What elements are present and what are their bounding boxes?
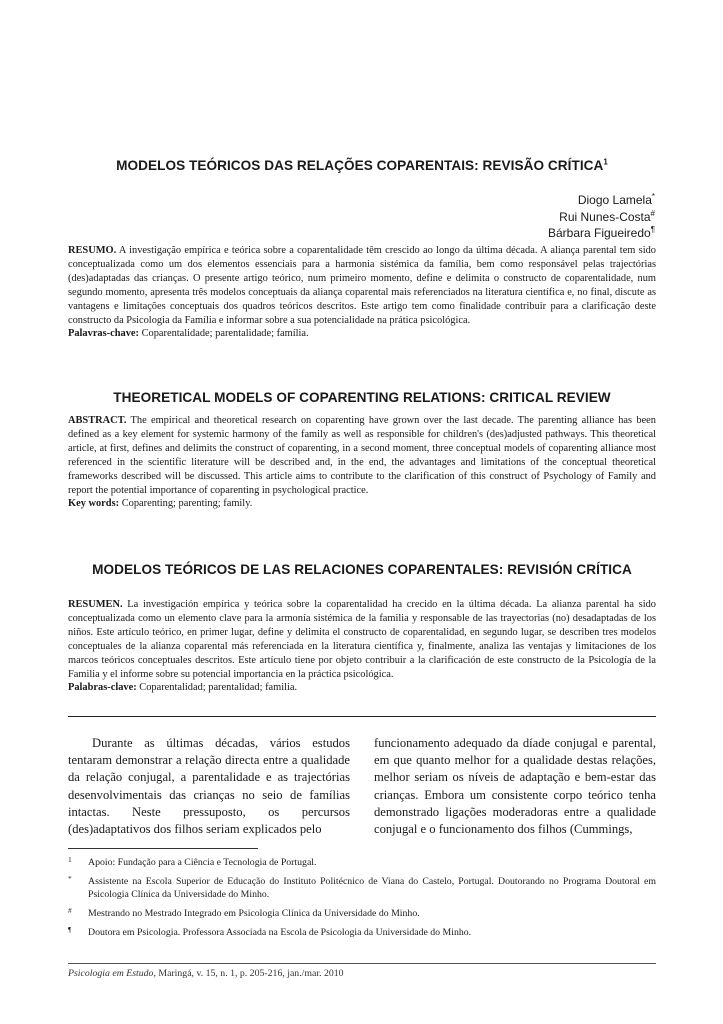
abstract-es-label: RESUMEN. [68, 599, 123, 610]
abstract-en [68, 414, 656, 511]
abstract-es-body: RESUMEN. La investigación empírica y teórica sobre la coparentalidad ha crecido en la última década. La alianza parental ha sido conceptualizada como un elemento clave para la armonía sistémica de la familia y responsable de las trayectorias (no) desadaptadas de los niños. Este artículo teórico, en primer lugar, define y delimita el constructo de coparentalidad, en segundo lugar, se describen tres modelos conceptuales de la alianza coparental más referenciada en la literatura científica y, finalmente, analiza las ventajas y limitaciones de los marcos teóricos conceptuales descritos. Este artículo tiene por objeto contribuir a la clarificación de este constructo de la Psicología de la Familia y el informe sobre su potencial importancia en la práctica psicológica. [68, 599, 656, 680]
author-list [548, 192, 655, 242]
footnote: ¶ Doutora em Psicologia. Professora Associada na Escola de Psicologia da Universidade do Minho. [68, 925, 472, 938]
body-column-left [68, 735, 350, 838]
abstract-pt-body: RESUMO. A investigação empírica e teórica sobre a coparentalidade têm crescido ao longo da última década. A aliança parental tem sido conceptualizada como um dos elementos essenciais para a harmonia sistémica da família, bem como responsável pelas trajectórias (des)adaptadas das crianças. O presente artigo teórico, num primeiro momento, define e delimita o constructo de coparentalidade, num segundo momento, apresenta três modelos conceptuais da aliança coparental mais referenciados na literatura científica e, no final, discute as vantagens e limitações conceptuais dos quadros teóricos descritos. Este artigo tem como finalidade contribuir para a clarificação deste constructo da Psicologia da Família e informar sobre a sua potencialidade na prática psicológica. [68, 245, 656, 326]
title-pt-footnote-mark: 1 [603, 157, 608, 167]
footnote: * Assistente na Escola Superior de Educação do Instituto Politécnico de Viana do Castelo, Portugal. Doutorando no Programa Doutoral em Psicologia Clínica da Universidade do Minho. [68, 874, 656, 900]
keywords-pt: Palavras-chave: Coparentalidade; parentalidade; família. [68, 328, 309, 340]
footer-divider [68, 963, 656, 964]
abstract-pt [68, 244, 656, 341]
title-pt-text: MODELOS TEÓRICOS DAS RELAÇÕES COPARENTAIS: REVISÃO CRÍTICA [116, 158, 604, 173]
body-paragraph: funcionamento adequado da díade conjugal e parental, em que quanto melhor for a qualidade destas relações, melhor seriam os níveis de adaptação e bem-estar das crianças. Embora um consistente corpo teórico tenha demonstrado ligações moderadoras entre a qualidade conjugal e o funcionamento dos filhos (Cummings, [374, 736, 656, 837]
title-en: THEORETICAL MODELS OF COPARENTING RELATIONS: CRITICAL REVIEW [113, 390, 611, 405]
footnote-divider [68, 848, 258, 849]
abstract-en-label: ABSTRACT. [68, 415, 127, 426]
journal-citation: Psicologia em Estudo, Maringá, v. 15, n. 1, p. 205-216, jan./mar. 2010 [68, 968, 344, 979]
author: Rui Nunes-Costa# [559, 208, 655, 224]
keywords-es-label: Palabras-clave: [68, 682, 137, 694]
section-divider [68, 716, 656, 717]
author: Diogo Lamela* [577, 192, 655, 207]
footnotes [68, 856, 656, 945]
body-column-right [374, 735, 656, 838]
title-es: MODELOS TEÓRICOS DE LAS RELACIONES COPARENTALES: REVISIÓN CRÍTICA [92, 562, 632, 577]
abstract-en-body: ABSTRACT. The empirical and theoretical research on coparenting have grown over the last decade. The parenting alliance has been defined as a key element for systemic harmony of the family as well as responsible for children's (des)adjusted pathways. This theoretical article, at first, defines and delimits the construct of coparenting, in a second moment, three conceptual models of coparenting alliance most referenced in the scientific literature will be described and, in the end, the advantages and limitations of the conceptual theoretical frameworks described will be discussed. This article aims to contribute to the clarification of this construct of Psychology of Family and report the potential importance of coparenting in psychological practice. [68, 415, 656, 496]
keywords-pt-label: Palavras-chave: [68, 328, 139, 340]
footnote: # Mestrando no Mestrado Integrado em Psicologia Clínica da Universidade do Minho. [68, 906, 420, 919]
footnote-mark: # [68, 906, 72, 915]
title-pt [68, 158, 656, 173]
body-paragraph: Durante as últimas décadas, vários estudos tentaram demonstrar a relação directa entre a qualidade da relação conjugal, a parentalidade e as trajectórias desenvolvimentais das crianças no seio de famílias intactas. Neste pressuposto, os percursos (des)adaptativos dos filhos seriam explicados pelo [68, 736, 350, 837]
keywords-es: Palabras-clave: Coparentalidad; parentalidad; familia. [68, 682, 298, 694]
journal-name: Psicologia em Estudo [68, 968, 154, 979]
footnote-mark: 1 [68, 855, 72, 864]
footnote: 1 Apoio: Fundação para a Ciência e Tecnologia de Portugal. [68, 855, 317, 868]
abstract-pt-label: RESUMO. [68, 245, 117, 256]
keywords-en-label: Key words: [68, 498, 120, 510]
footnote-mark: ¶ [68, 925, 72, 934]
keywords-en: Key words: Coparenting; parenting; family. [68, 498, 253, 510]
footnote-mark: * [68, 874, 72, 883]
author: Bárbara Figueiredo¶ [547, 225, 655, 240]
abstract-es [68, 598, 656, 695]
